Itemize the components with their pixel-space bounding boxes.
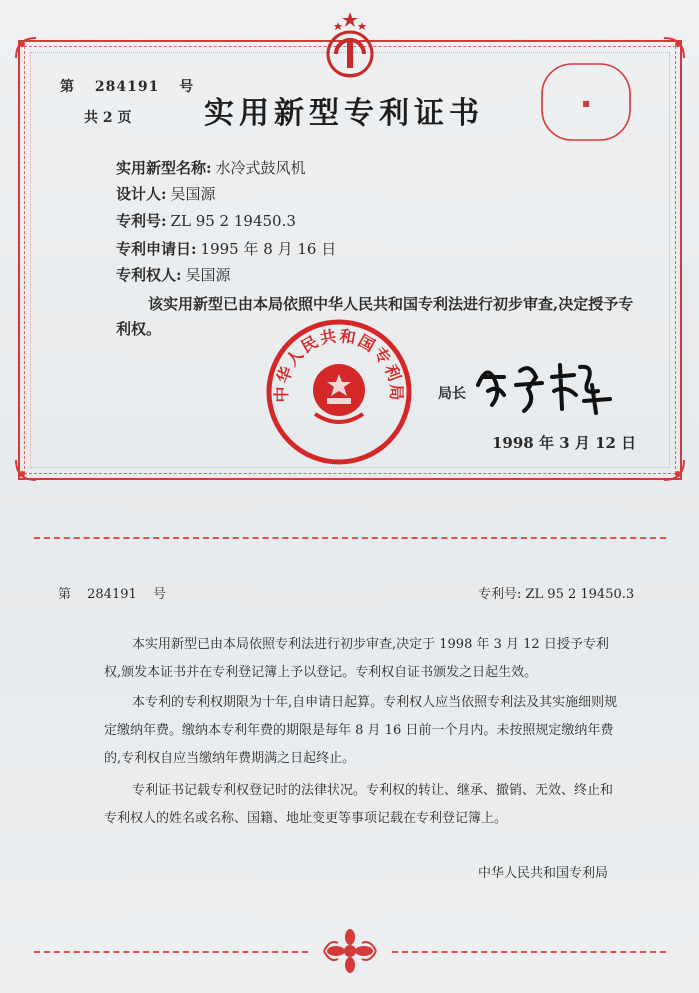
tax-stamp [540,62,632,142]
director-signature [470,355,620,415]
grant-declaration: 该实用新型已由本局依照中华人民共和国专利法进行初步审查,决定授予专利权。 [116,295,634,338]
corner-ornament-icon [662,36,686,60]
field-value: 吴国源 [170,185,216,203]
bottom-rule-left [34,951,308,953]
bottom-rule-right [392,951,666,953]
seal-text: 中华人民共和国专利局 [271,326,407,403]
number-value: 284191 [94,79,160,95]
certificate-title: 实用新型专利证书 [204,96,484,131]
page-separator [34,537,666,539]
corner-ornament-icon [14,36,38,60]
stamp-mark: ■ [582,99,590,108]
field-label: 专利号: [116,212,167,230]
field-label: 专利申请日: [116,240,197,258]
field-utility-name [116,157,306,178]
field-patent-no [116,210,296,231]
number-value: 284191 [87,587,137,602]
page2-paragraph: 专利证书记载专利权登记时的法律状况。专利权的转让、继承、撤销、无效、终止和专利权人的姓名或名称、国籍、地址变更等事项记载在专利登记簿上。 [104,783,614,826]
page2-certificate-number [58,583,166,602]
corner-ornament-icon [662,458,686,482]
director-label: 局长 [438,386,466,402]
field-label: 专利权人: [116,266,182,284]
certificate-number [60,76,194,96]
field-label: 实用新型名称: [116,159,212,177]
field-value: 水冷式鼓风机 [215,159,306,177]
field-value: 吴国源 [185,266,231,284]
issuing-office: 中华人民共和国专利局 [478,866,609,881]
field-label: 设计人: [116,185,167,203]
field-application-date [116,238,336,259]
field-patentee [116,264,231,285]
corner-ornament-icon [14,458,38,482]
number-prefix: 第 [58,587,72,602]
page2-paragraph: 本实用新型已由本局依照专利法进行初步审查,决定于 1998 年 3 月 12 日授予专利权,颁发本证书并在专利登记簿上予以登记。专利权自证书颁发之日起生效。 [104,637,609,680]
patent-office-seal [265,318,413,466]
flower-ornament-icon [320,929,380,973]
patent-office-emblem-icon [322,10,378,82]
field-value: ZL 95 2 19450.3 [170,212,296,230]
number-prefix: 第 [60,79,75,95]
page2-patent-number: 专利号: ZL 95 2 19450.3 [478,587,635,602]
page2-paragraph: 本专利的专利权期限为十年,自申请日起算。专利权人应当依照专利法及其实施细则规定缴纳年费。缴纳本专利年费的期限是每年 8 月 16 日前一个月内。未按照规定缴纳年费的,专利权自应当缴纳年费期满之日起终止。 [104,695,618,766]
page-count: 共 2 页 [84,110,132,126]
issue-date: 1998 年 3 月 12 日 [492,434,637,452]
number-suffix: 号 [179,79,195,95]
field-value: 1995 年 8 月 16 日 [200,240,337,258]
field-designer [116,183,216,204]
number-suffix: 号 [152,587,166,602]
